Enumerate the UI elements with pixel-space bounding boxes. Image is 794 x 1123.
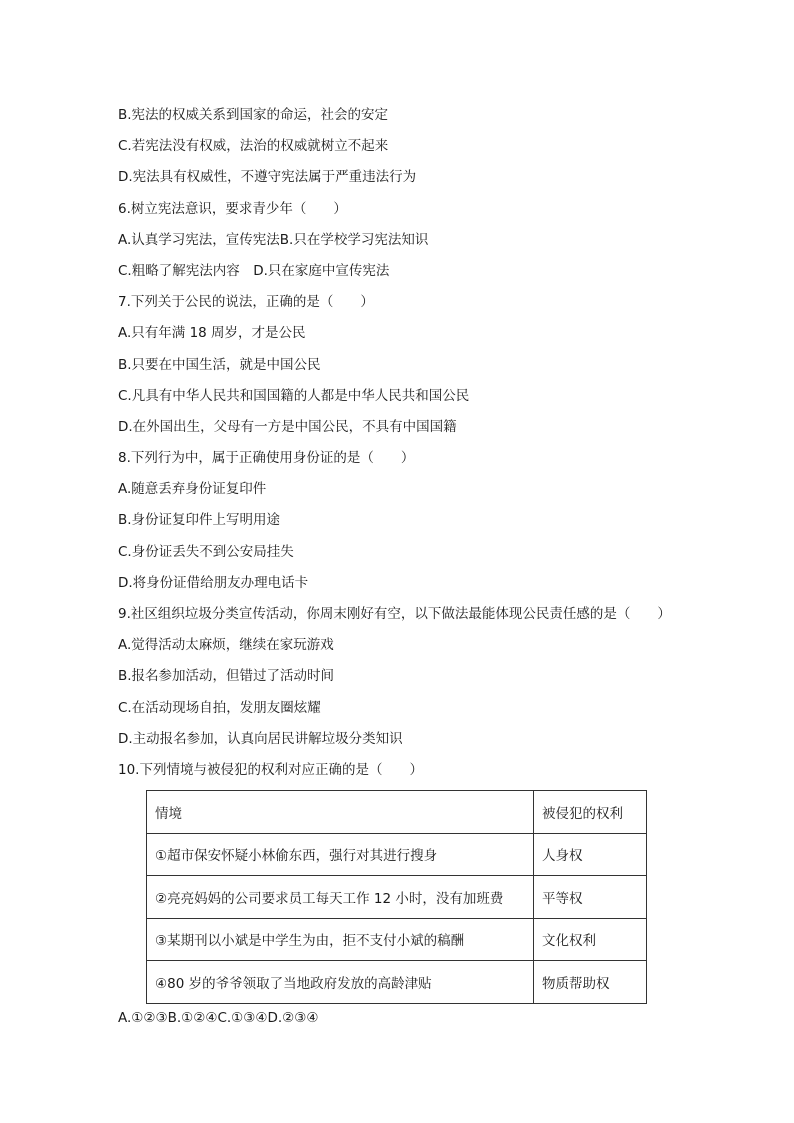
option-9d: D.主动报名参加，认真向居民讲解垃圾分类知识 — [118, 730, 403, 747]
option-7c: C.凡具有中华人民共和国国籍的人都是中华人民共和国公民 — [118, 387, 470, 404]
option-7a: A.只有年满 18 周岁，才是公民 — [118, 325, 306, 342]
option-9a: A.觉得活动太麻烦，继续在家玩游戏 — [118, 637, 334, 654]
table-cell-right: 平等权 — [534, 876, 647, 919]
options-10: A.①②③B.①②④C.①③④D.②③④ — [118, 1009, 319, 1026]
question-7: 7.下列关于公民的说法，正确的是（ ） — [118, 294, 374, 311]
table-header-row — [147, 791, 647, 834]
table-row — [147, 833, 647, 876]
document-page — [118, 103, 718, 1029]
option-8b: B.身份证复印件上写明用途 — [118, 512, 281, 529]
option-8a: A.随意丢弃身份证复印件 — [118, 481, 267, 498]
question-6: 6.树立宪法意识，要求青少年（ ） — [118, 200, 347, 217]
option-9c: C.在活动现场自拍，发朋友圈炫耀 — [118, 699, 321, 716]
table-row — [147, 918, 647, 961]
option-5b: B.宪法的权威关系到国家的命运，社会的安定 — [118, 107, 389, 123]
question-9: 9.社区组织垃圾分类宣传活动，你周末刚好有空，以下做法最能体现公民责任感的是（ ） — [118, 606, 671, 622]
options-6cd: C.粗略了解宪法内容 D.只在家庭中宣传宪法 — [118, 262, 390, 279]
table-header-right: 被侵犯的权利 — [534, 791, 647, 834]
table-cell-right: 人身权 — [534, 833, 647, 876]
table-cell-right: 物质帮助权 — [534, 961, 647, 1004]
question-10-table — [146, 790, 647, 1004]
table-cell-scenario: ③某期刊以小斌是中学生为由，拒不支付小斌的稿酬 — [147, 918, 534, 961]
table-cell-right: 文化权利 — [534, 918, 647, 961]
option-9b: B.报名参加活动，但错过了活动时间 — [118, 668, 335, 685]
option-5d: D.宪法具有权威性，不遵守宪法属于严重违法行为 — [118, 169, 417, 186]
option-8d: D.将身份证借给朋友办理电话卡 — [118, 574, 309, 591]
option-7b: B.只要在中国生活，就是中国公民 — [118, 356, 321, 373]
table-row — [147, 961, 647, 1004]
options-6ab: A.认真学习宪法，宣传宪法B.只在学校学习宪法知识 — [118, 231, 429, 248]
option-7d: D.在外国出生，父母有一方是中国公民，不具有中国国籍 — [118, 418, 457, 435]
table-header-scenario: 情境 — [147, 791, 534, 834]
table-cell-scenario: ④80 岁的爷爷领取了当地政府发放的高龄津贴 — [147, 961, 534, 1004]
table-row — [147, 876, 647, 919]
table-cell-scenario: ②亮亮妈妈的公司要求员工每天工作 12 小时，没有加班费 — [147, 876, 534, 919]
table-cell-scenario: ①超市保安怀疑小林偷东西，强行对其进行搜身 — [147, 833, 534, 876]
option-8c: C.身份证丢失不到公安局挂失 — [118, 543, 294, 560]
question-10: 10.下列情境与被侵犯的权利对应正确的是（ ） — [118, 761, 423, 778]
question-8: 8.下列行为中，属于正确使用身份证的是（ ） — [118, 450, 415, 467]
option-5c: C.若宪法没有权威，法治的权威就树立不起来 — [118, 138, 389, 155]
